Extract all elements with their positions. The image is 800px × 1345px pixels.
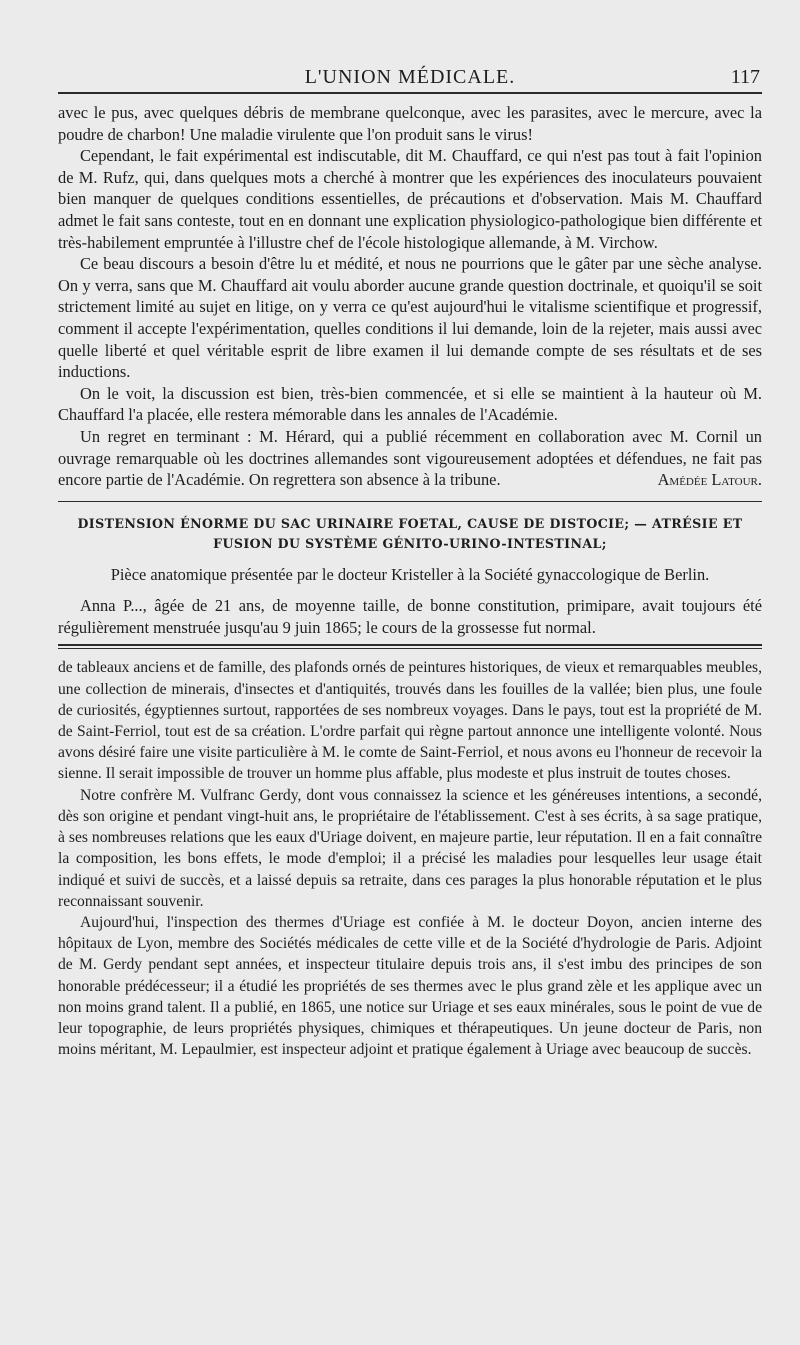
article-column — [58, 102, 762, 491]
feuilleton-paragraph: de tableaux anciens et de famille, des plafonds ornés de peintures historiques, de vieux et remarquables meubles, une collection de minerais, d'insectes et d'antiquités, trouvés dans les fouilles de la vallée; bien plus, une foule de curiosités, égyptiennes surtout, rapportées de ses nombreux voyages. Dans le pays, tout est la propriété de M. de Saint-Ferriol, tout est de sa création. L'ordre parfait qui règne partout annonce une intelligente volonté. Nous avons désiré faire une visite particulière à M. le comte de Saint-Ferriol, et nous avons eu l'honneur de recevoir la sienne. Il serait impossible de trouver un homme plus affable, plus modeste et plus instruit de toutes choses. — [58, 659, 762, 783]
article-paragraph: Cependant, le fait expérimental est indiscutable, dit M. Chauffard, ce qui n'est pas tout à fait l'opinion de M. Rufz, qui, dans quelques mots a cherché à montrer que les expériences des inoculateurs pouvaient bien manquer de quelques conditions essentielles, de précautions et d'observation. Mais M. Chauffard admet le fait sans conteste, tout en en donnant une explication physiologico-pathologique bien différente et très-habilement empruntée à l'illustre chef de l'école histologique allemande, à M. Virchow. — [58, 146, 762, 252]
article-paragraph: Un regret en terminant : M. Hérard, qui a publié récemment en collaboration avec M. Cornil un ouvrage remarquable où les doctrines allemandes sont vigoureusement adoptées et défendues, ne fait pas encore partie de l'Académie. On regrettera son absence à la tribune. — [58, 426, 762, 490]
article-paragraph: On le voit, la discussion est bien, très-bien commencée, et si elle se maintient à la hauteur où M. Chauffard l'a placée, elle restera mémorable dans les annales de l'Académie. — [58, 383, 762, 425]
page-number: 117 — [730, 66, 760, 88]
article-paragraph: avec le pus, avec quelques débris de membrane quelconque, avec les parasites, avec le mercure, avec la poudre de charbon! Une maladie virulente que l'on produit sans le virus! — [58, 103, 762, 144]
section-divider — [58, 501, 762, 502]
article-paragraph: Ce beau discours a besoin d'être lu et médité, et nous ne pourrions que le gâter par une sèche analyse. On y verra, sans que M. Chauffard ait voulu aborder aucune grande question doctrinale, et quoiqu'il se soit strictement limité au sujet en litige, on y verra ce qu'est aujourd'hui le vitalisme scientifique et progressif, comment il accepte l'expérimentation, quelles conditions il lui demande, loin de la rejeter, mais aussi avec quelle liberté et quel véritable esprit de libre examen il lui demande compte de ses résultats et de ses inductions. — [58, 254, 762, 382]
running-head — [58, 58, 762, 94]
feuilleton-column — [58, 657, 762, 1060]
report-headline — [58, 514, 762, 554]
headline-line-1: DISTENSION ÉNORME DU SAC URINAIRE FOETAL, CAUSE DE DISTOCIE; — ATRÉSIE ET — [77, 515, 743, 531]
running-title: L'UNION MÉDICALE. — [304, 66, 516, 88]
signature-text: Amédée Latour. — [657, 470, 762, 490]
feuilleton-rule-bottom — [58, 648, 762, 649]
feuilleton-rule-top — [58, 644, 762, 646]
feuilleton-paragraph: Notre confrère M. Vulfranc Gerdy, dont vous connaissez la science et les généreuses intentions, a secondé, dès son origine et pendant vingt-huit ans, le propriétaire de l'établissement. C'est à ses écrits, à sa sage pratique, à ses nombreuses relations que les eaux d'Uriage doivent, en majeure partie, leur réputation. Il en a fait connaître la composition, les bons effets, le mode d'emploi; il a précisé les maladies pour lesquelles leur usage était indiqué et suivi de succès, et a laissé depuis sa retraite, dans ces parages la plus honorable réputation et le plus reconnaissant souvenir. — [58, 786, 762, 910]
headline-line-2: FUSION DU SYSTÈME GÉNITO-URINO-INTESTINAL; — [213, 535, 607, 551]
report-paragraph: Anna P..., âgée de 21 ans, de moyenne taille, de bonne constitution, primipare, avait toujours été régulièrement menstruée jusqu'au 9 juin 1865; le cours de la grossesse fut normal. — [58, 596, 762, 637]
report-subheading: Pièce anatomique présentée par le docteur Kristeller à la Société gynaccologique de Berlin. — [110, 564, 710, 584]
feuilleton-paragraph: Aujourd'hui, l'inspection des thermes d'Uriage est confiée à M. le docteur Doyon, ancien interne des hôpitaux de Lyon, membre des Sociétés médicales de cette ville et de la Société d'hydrologie de Paris. Adjoint de M. Gerdy pendant sept années, et inspecteur titulaire depuis trois ans, il s'est imbu des principes de son honorable prédécesseur; il a étudié les propriétés de ses thermes avec le plus grand zèle et les applique avec un non moins grand talent. Il a publié, en 1865, une notice sur Uriage et ses eaux minérales, sous le point de vue de leur topographie, de leurs propriétés physiques, chimiques et thérapeutiques. Un jeune docteur de Paris, non moins méritant, M. Lepaulmier, est inspecteur adjoint et pratique également à Uriage avec beaucoup de succès. — [58, 913, 762, 1059]
